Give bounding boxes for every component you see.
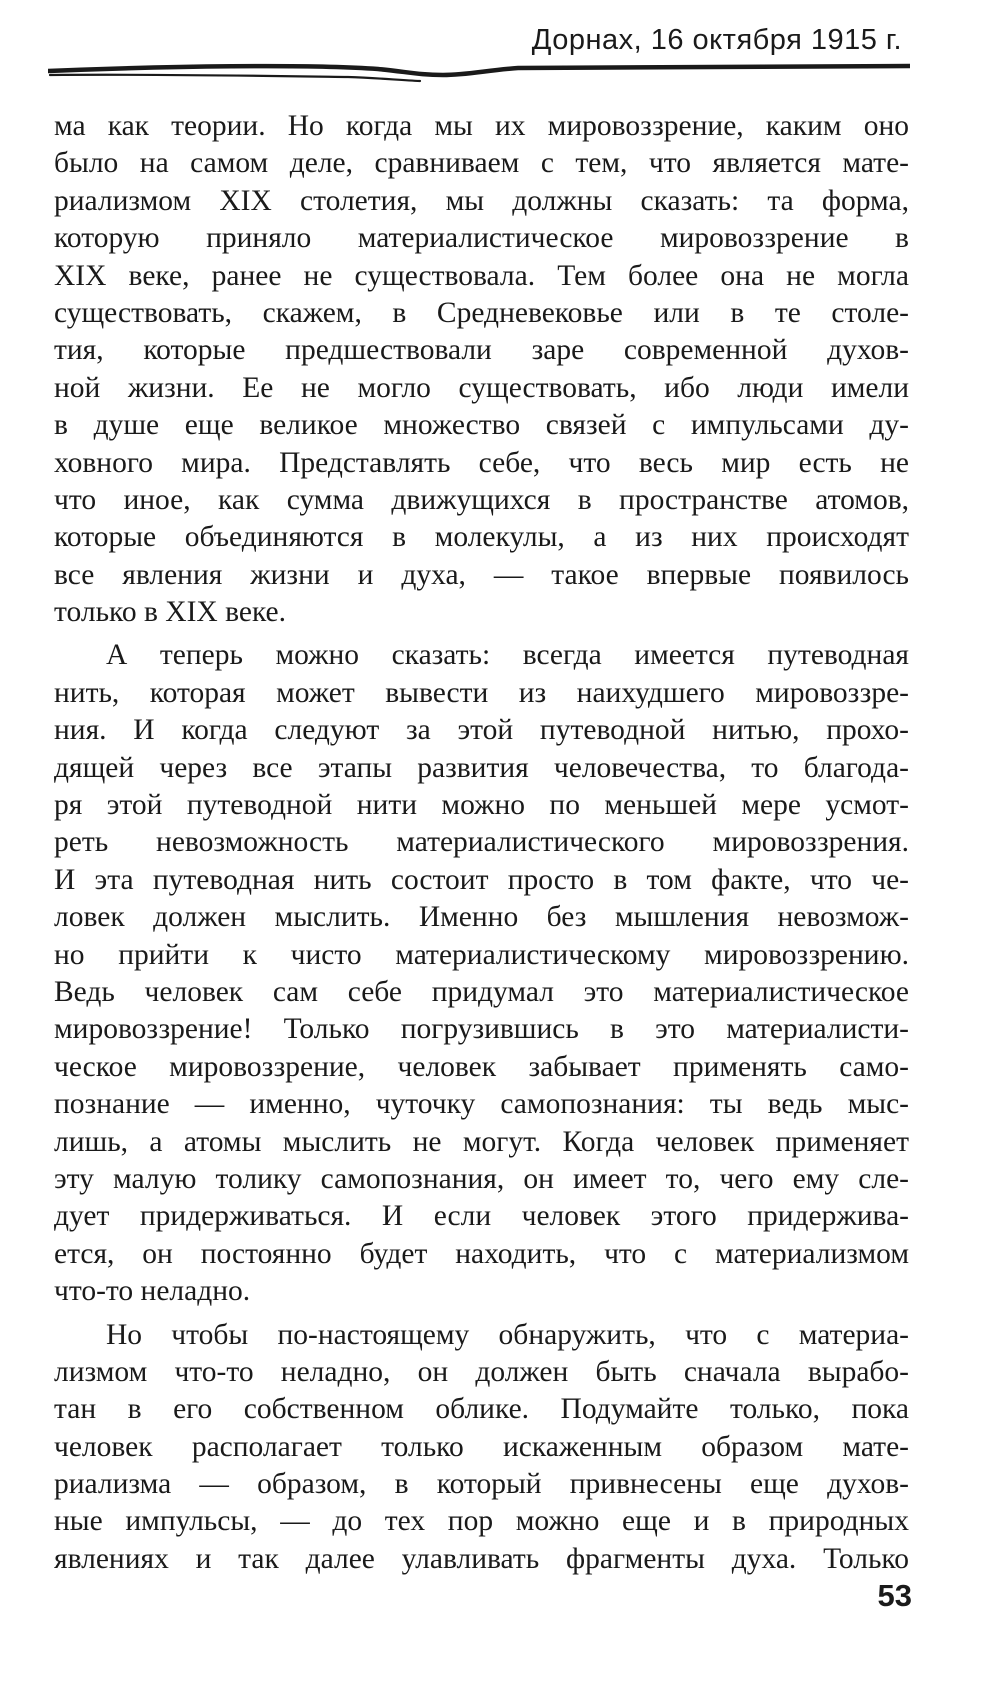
text-line: которые объединяются в молекулы, а из них происходят	[54, 521, 909, 554]
text-line: но прийти к чисто материалистическому мировоззрению.	[54, 938, 909, 971]
text-line: ря этой путеводной нити можно по меньшей мере усмот-	[54, 789, 909, 822]
text-line: ческое мировоззрение, человек забывает применять само-	[54, 1050, 909, 1083]
text-line: человек располагает только искаженным образом мате-	[54, 1430, 909, 1463]
header-swash-rule	[48, 60, 910, 90]
text-line: мировоззрение! Только погрузившись в это материалисти-	[54, 1013, 909, 1046]
text-line: все явления жизни и духа, — такое впервые появилось	[54, 558, 909, 591]
text-line: ния. И когда следуют за этой путеводной нитью, прохо-	[54, 714, 909, 747]
text-line: было на самом деле, сравниваем с тем, что является мате-	[54, 147, 909, 180]
text-line: Но чтобы по-настоящему обнаружить, что с материа-	[106, 1318, 909, 1351]
text-line: нить, которая может вывести из наихудшего мировоззре-	[54, 676, 909, 709]
text-line: что иное, как сумма движущихся в пространстве атомов,	[54, 483, 909, 516]
text-line: только в XIX веке.	[54, 596, 287, 629]
text-line: риализмом XIX столетия, мы должны сказать: та форма,	[54, 184, 909, 217]
text-line: XIX веке, ранее не существовала. Тем более она не могла	[54, 259, 909, 292]
text-line: ной жизни. Ее не могло существовать, ибо люди имели	[54, 371, 909, 404]
text-line: А теперь можно сказать: всегда имеется путеводная	[106, 639, 909, 672]
text-line: дящей через все этапы развития человечества, то благода-	[54, 751, 909, 784]
running-head: Дорнах, 16 октября 1915 г.	[531, 24, 902, 56]
text-line: реть невозможность материалистического мировоззрения.	[54, 826, 909, 859]
text-line: в душе еще великое множество связей с импульсами ду-	[54, 409, 909, 442]
text-line: тан в его собственном облике. Подумайте только, пока	[54, 1393, 909, 1426]
text-line: ховного мира. Представлять себе, что весь мир есть не	[54, 446, 909, 479]
text-line: познание — именно, чуточку самопознания: ты ведь мыс-	[54, 1088, 909, 1121]
text-line: тия, которые предшествовали заре современной духов-	[54, 334, 909, 367]
text-line: ется, он постоянно будет находить, что с материализмом	[54, 1237, 909, 1270]
text-line: существовать, скажем, в Средневековье или в те столе-	[54, 296, 909, 329]
text-line: Ведь человек сам себе придумал это материалистическое	[54, 975, 909, 1008]
text-line: риализма — образом, в который привнесены еще духов-	[54, 1468, 909, 1501]
text-line: которую приняло материалистическое мировоззрение в	[54, 222, 909, 255]
text-line: явлениях и так далее улавливать фрагменты духа. Только	[54, 1542, 909, 1575]
page-number: 53	[877, 1578, 912, 1613]
text-line: лизмом что-то неладно, он должен быть сначала вырабо-	[54, 1355, 909, 1388]
text-line: ловек должен мыслить. Именно без мышления невозмож-	[54, 901, 909, 934]
text-line: дует придерживаться. И если человек этого придержива-	[54, 1200, 909, 1233]
text-line: И эта путеводная нить состоит просто в том факте, что че-	[54, 863, 909, 896]
text-line: ма как теории. Но когда мы их мировоззрение, каким оно	[54, 110, 909, 142]
text-line: ные импульсы, — до тех пор можно еще и в природных	[54, 1505, 909, 1538]
text-line: эту малую толику самопознания, он имеет то, чего ему сле-	[54, 1162, 909, 1195]
text-line: что-то неладно.	[54, 1275, 251, 1308]
text-line: лишь, а атомы мыслить не могут. Когда человек применяет	[54, 1125, 909, 1158]
body-text	[54, 108, 909, 1578]
